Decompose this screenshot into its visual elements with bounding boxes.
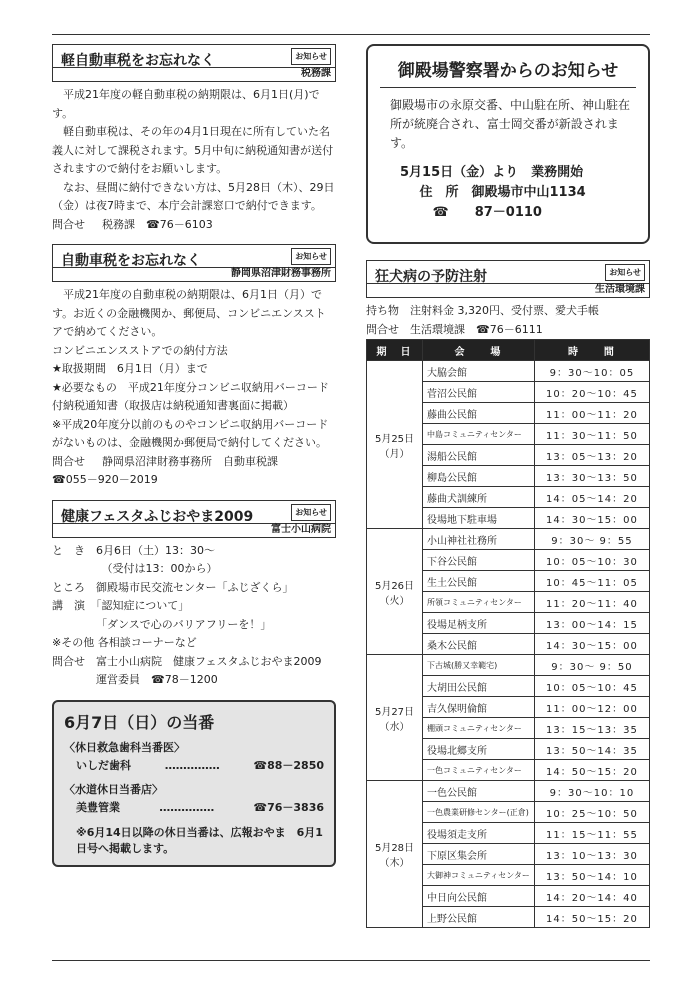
time-cell: 11：00～12：00 bbox=[534, 697, 649, 718]
contact-tel: ☎055－920－2019 bbox=[52, 473, 158, 486]
time-cell: 14：05～14：20 bbox=[534, 487, 649, 508]
date-cell: 5月28日 （木） bbox=[367, 781, 423, 928]
time-cell: 10：45～11：05 bbox=[534, 571, 649, 592]
police-text: 御殿場市の永原交番、中山駐在所、神山駐在所が統廃合され、富士岡交番が新設されます。 bbox=[390, 98, 631, 150]
time-cell: 14：50～15：20 bbox=[534, 760, 649, 781]
venue-cell: 下原区集会所 bbox=[423, 844, 535, 865]
venue-cell: 所領コミュニティセンター bbox=[423, 592, 535, 613]
time-cell: 11：15～11：55 bbox=[534, 823, 649, 844]
table-header-row bbox=[367, 340, 650, 361]
venue-cell: 役場地下駐車場 bbox=[423, 508, 535, 529]
venue-cell: 中日向公民館 bbox=[423, 886, 535, 907]
time-cell: 10：20～10：45 bbox=[534, 382, 649, 403]
time-cell: 13：00～14：15 bbox=[534, 613, 649, 634]
section-dept: 生活環境課 bbox=[595, 284, 645, 295]
section-title: 自動車税をお忘れなく bbox=[61, 253, 201, 269]
venue-cell: 小山神社社務所 bbox=[423, 529, 535, 550]
venue-cell: 桑木公民館 bbox=[423, 634, 535, 655]
notice-badge: お知らせ bbox=[291, 248, 331, 265]
section-body: 平成21年度の自動車税の納期限は、6月1日（月）です。お近くの金融機関か、郵便局、コンビニエンスストアで納めてください。 コンビニエンスストアでの納付方法 ★取扱期間 6月1日（月）まで ★必要なもの 平成21年度分コンビニ収納用バーコード付納税通知書（取扱店は納税通知書裏面に掲載） ※平成20年度分以前のものやコンビニ収納用バーコードがないものは、金融機関か郵便局で納付してください。 問合せ 静岡県沼津財務事務所 自動車税課 ☎055－920－2019 bbox=[52, 282, 336, 490]
venue-cell: 菅沼公民館 bbox=[423, 382, 535, 403]
notice-badge: お知らせ bbox=[291, 48, 331, 65]
time-cell: 10：25～10：50 bbox=[534, 802, 649, 823]
venue-cell: 下古城(勝又幸範宅) bbox=[423, 655, 535, 676]
water-duty-row: 美豊管業 …………… ☎76－3836 bbox=[76, 800, 324, 814]
venue-cell: 一色コミュニティセンター bbox=[423, 760, 535, 781]
time-cell: 10：05～10：45 bbox=[534, 676, 649, 697]
section-header bbox=[366, 260, 650, 298]
section-dept: 富士小山病院 bbox=[271, 523, 331, 535]
top-rule bbox=[52, 34, 650, 35]
time-cell: 9：30～10：10 bbox=[534, 781, 649, 802]
table-row bbox=[367, 655, 650, 676]
venue-cell: 一色公民館 bbox=[423, 781, 535, 802]
time-cell: 14：30～15：00 bbox=[534, 508, 649, 529]
venue-cell: 上野公民館 bbox=[423, 907, 535, 928]
section-title: 軽自動車税をお忘れなく bbox=[61, 53, 215, 69]
time-cell: 14：30～15：00 bbox=[534, 634, 649, 655]
holiday-duty-box: 6月7日（日）の当番 〈休日救急歯科当番医〉 いしだ歯科 …………… ☎88－2850 〈水道休日当番店〉 美豊管業 …………… ☎76－3836 ※6月14日以降の休日当番は、広報おやま 6月1日号へ掲載します。 bbox=[52, 700, 336, 867]
venue-cell: 棚頭コミュニティセンター bbox=[423, 718, 535, 739]
time-cell: 11：20～11：40 bbox=[534, 592, 649, 613]
time-cell: 13：50～14：35 bbox=[534, 739, 649, 760]
contact-line: 問合せ 税務課 ☎76－6103 bbox=[52, 217, 213, 231]
venue-cell: 柳島公民館 bbox=[423, 466, 535, 487]
police-info: 5月15日（金）より 業務開始 住 所 御殿場市中山1134 ☎ 87－0110 bbox=[400, 165, 586, 220]
left-column bbox=[52, 44, 336, 867]
right-column bbox=[366, 44, 650, 938]
venue-cell: 役場須走支所 bbox=[423, 823, 535, 844]
time-cell: 13：15～13：35 bbox=[534, 718, 649, 739]
festa-section bbox=[52, 500, 336, 690]
col-venue-header: 会 場 bbox=[423, 340, 535, 361]
section-header bbox=[52, 244, 336, 282]
table-row bbox=[367, 529, 650, 550]
keijidousha-section bbox=[52, 44, 336, 234]
bottom-rule bbox=[52, 960, 650, 961]
duty-title: 6月7日（日）の当番 bbox=[64, 712, 215, 732]
time-cell: 13：50～14：10 bbox=[534, 865, 649, 886]
venue-cell: 大胡田公民館 bbox=[423, 676, 535, 697]
venue-cell: 藤曲公民館 bbox=[423, 403, 535, 424]
venue-cell: 役場北郷支所 bbox=[423, 739, 535, 760]
jidousha-section bbox=[52, 244, 336, 490]
section-header bbox=[52, 44, 336, 82]
venue-cell: 吉久保明倫館 bbox=[423, 697, 535, 718]
venue-cell: 大御神コミュニティセンター bbox=[423, 865, 535, 886]
section-title: 狂犬病の予防注射 bbox=[375, 269, 487, 285]
date-cell: 5月27日 （水） bbox=[367, 655, 423, 781]
section-body: 持ち物 注射料金 3,320円、受付票、愛犬手帳 問合せ 生活環境課 ☎76－6111 bbox=[366, 304, 599, 336]
time-cell: 9：30～10：05 bbox=[534, 361, 649, 382]
time-cell: 14：20～14：40 bbox=[534, 886, 649, 907]
venue-cell: 大脇会館 bbox=[423, 361, 535, 382]
dental-duty-row: いしだ歯科 …………… ☎88－2850 bbox=[76, 758, 324, 772]
time-cell: 10：05～10：30 bbox=[534, 550, 649, 571]
date-cell: 5月26日 （火） bbox=[367, 529, 423, 655]
vaccination-schedule-table bbox=[366, 339, 650, 928]
col-time-header: 時 間 bbox=[534, 340, 649, 361]
section-header bbox=[52, 500, 336, 538]
table-row bbox=[367, 781, 650, 802]
time-cell: 11：30～11：50 bbox=[534, 424, 649, 445]
venue-cell: 役場足柄支所 bbox=[423, 613, 535, 634]
section-dept: 静岡県沼津財務事務所 bbox=[231, 268, 331, 279]
date-cell: 5月25日 （月） bbox=[367, 361, 423, 529]
venue-cell: 中島コミュニティセンター bbox=[423, 424, 535, 445]
duty-note: ※6月14日以降の休日当番は、広報おやま 6月1日号へ掲載します。 bbox=[76, 825, 323, 855]
time-cell: 11：00～11：20 bbox=[534, 403, 649, 424]
notice-badge: お知らせ bbox=[605, 264, 645, 281]
section-title: 健康フェスタふじおやま2009 bbox=[61, 508, 254, 525]
venue-cell: 藤曲犬訓練所 bbox=[423, 487, 535, 508]
section-body: と き 6月6日（土）13：30～ （受付は13：00から） ところ 御殿場市民交流センター「ふじざくら」 講 演 「認知症について」 「ダンスで心のバリアフリーを！」 ※その他 各相談コーナーなど 問合せ 富士小山病院 健康フェスタふじおやま2009 運営委員 ☎78－1200 bbox=[52, 543, 322, 686]
contact-line: 問合せ 静岡県沼津財務事務所 自動車税課 bbox=[52, 454, 278, 468]
kyoken-section bbox=[366, 260, 650, 928]
notice-badge: お知らせ bbox=[291, 504, 331, 521]
venue-cell: 湯船公民館 bbox=[423, 445, 535, 466]
police-notice-box bbox=[366, 44, 650, 244]
time-cell: 9：30～ 9：55 bbox=[534, 529, 649, 550]
table-row bbox=[367, 361, 650, 382]
venue-cell: 生土公民館 bbox=[423, 571, 535, 592]
venue-cell: 一色農業研修センター(正倉) bbox=[423, 802, 535, 823]
venue-cell: 下谷公民館 bbox=[423, 550, 535, 571]
section-dept: 税務課 bbox=[301, 68, 331, 79]
time-cell: 14：50～15：20 bbox=[534, 907, 649, 928]
time-cell: 13：10～13：30 bbox=[534, 844, 649, 865]
time-cell: 9：30～ 9：50 bbox=[534, 655, 649, 676]
time-cell: 13：30～13：50 bbox=[534, 466, 649, 487]
col-date-header: 期 日 bbox=[367, 340, 423, 361]
section-body: 平成21年度の軽自動車税の納期限は、6月1日(月)です。 軽自動車税は、その年の4月1日現在に所有していた名義人に対して課税されます。5月中旬に納税通知書が送付されますので納付をお願いします。 なお、昼間に納付できない方は、5月28日（木）、29日（金）は夜7時まで、本庁会計課窓口で納付できます。 問合せ 税務課 ☎76－6103 bbox=[52, 82, 336, 234]
police-title: 御殿場警察署からのお知らせ bbox=[380, 56, 636, 88]
time-cell: 13：05～13：20 bbox=[534, 445, 649, 466]
